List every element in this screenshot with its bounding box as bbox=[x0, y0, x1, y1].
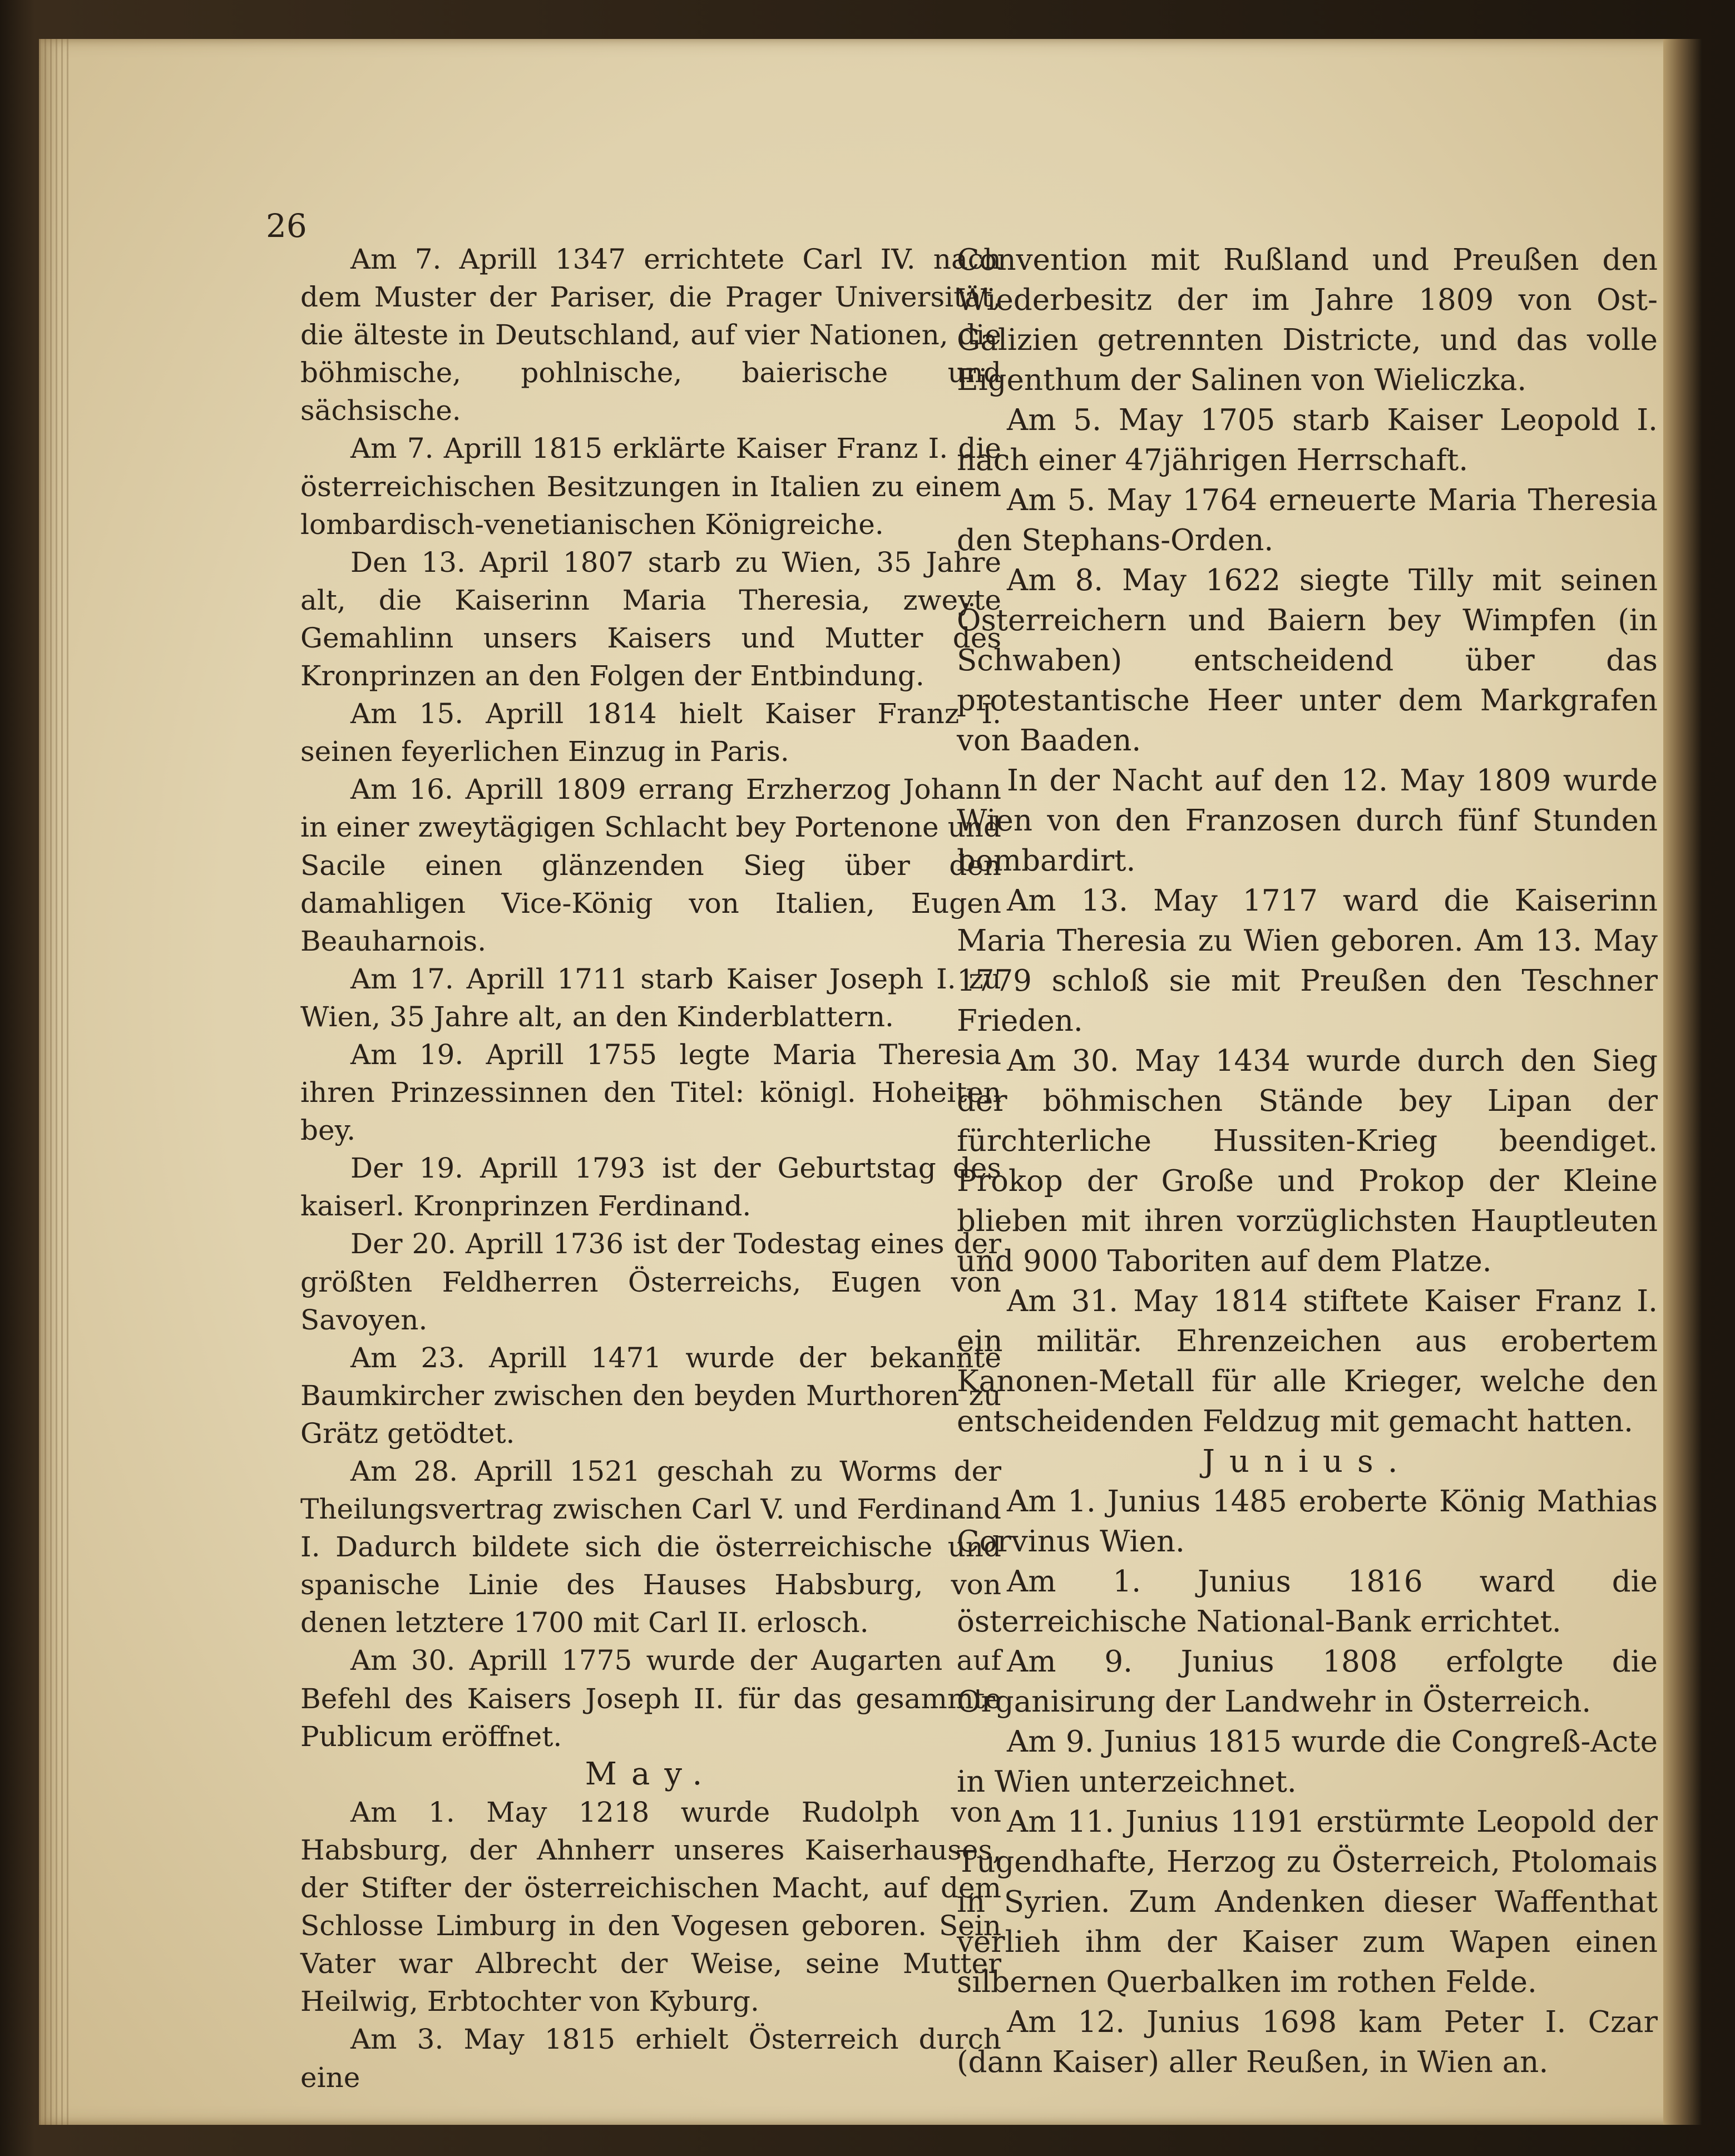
paragraph: Am 31. May 1814 stiftete Kaiser Franz I. ein militär. Ehrenzeichen aus erobertem Kanonen-Metall für alle Krieger, welche den entscheidenden Feldzug mit gemacht hatten. bbox=[957, 1284, 1658, 1438]
paragraph: Am 28. Aprill 1521 geschah zu Worms der Theilungsvertrag zwischen Carl V. und Ferdinand I. Dadurch bildete sich die österreichische und spanische Linie des Hauses Habsburg, von denen letztere 1700 mit Carl II. erlosch. bbox=[300, 1455, 1001, 1639]
paragraph-continuation: Convention mit Rußland und Preußen den Wiederbesitz der im Jahre 1809 von Ost-Galizien getrennten Districte, und das volle Eigenthum der Salinen von Wieliczka. bbox=[957, 243, 1658, 397]
paragraph: Den 13. April 1807 starb zu Wien, 35 Jahre alt, die Kaiserinn Maria Theresia, zweyte Gemahlinn unsers Kaisers und Mutter des Kronprinzen an den Folgen der Entbindung. bbox=[300, 546, 1001, 693]
paragraph: Am 5. May 1764 erneuerte Maria Theresia den Stephans-Orden. bbox=[957, 483, 1658, 557]
paragraph: Am 15. Aprill 1814 hielt Kaiser Franz I. seinen feyerlichen Einzug in Paris. bbox=[300, 698, 1001, 768]
page-gutter-edge bbox=[1663, 39, 1702, 2125]
paragraph: Am 11. Junius 1191 erstürmte Leopold der Tugendhafte, Herzog zu Österreich, Ptolomais in Syrien. Zum Andenken dieser Waffenthat verlieh ihm der Kaiser zum Wapen einen silbernen Querbalken im rothen Felde. bbox=[957, 1805, 1658, 1999]
paragraph: Am 30. Aprill 1775 wurde der Augarten auf Befehl des Kaisers Joseph II. für das gesammte Publicum eröffnet. bbox=[300, 1644, 1001, 1753]
paragraph: Am 5. May 1705 starb Kaiser Leopold I. nach einer 47jährigen Herrschaft. bbox=[957, 403, 1658, 477]
paragraph: Am 8. May 1622 siegte Tilly mit seinen Österreichern und Baiern bey Wimpfen (in Schwaben) entscheidend über das protestantische Heer unter dem Markgrafen von Baaden. bbox=[957, 563, 1658, 758]
paragraph: Am 3. May 1815 erhielt Österreich durch eine bbox=[300, 2023, 1001, 2094]
paragraph: Am 9. Junius 1808 erfolgte die Organisirung der Landwehr in Österreich. bbox=[957, 1645, 1658, 1719]
paragraph: Am 23. Aprill 1471 wurde der bekannte Baumkircher zwischen den beyden Murthoren zu Grätz getödtet. bbox=[300, 1341, 1001, 1450]
paragraph: Am 9. Junius 1815 wurde die Congreß-Acte in Wien unterzeichnet. bbox=[957, 1725, 1658, 1799]
section-heading-junius: Junius. bbox=[1202, 1443, 1412, 1480]
paragraph: Am 17. Aprill 1711 starb Kaiser Joseph I. zu Wien, 35 Jahre alt, an den Kinderblattern. bbox=[300, 962, 1001, 1033]
paragraph: Der 19. Aprill 1793 ist der Geburtstag des kaiserl. Kronprinzen Ferdinand. bbox=[300, 1152, 1001, 1223]
right-column bbox=[957, 240, 1658, 2083]
paragraph: In der Nacht auf den 12. May 1809 wurde Wien von den Franzosen durch fünf Stunden bombardirt. bbox=[957, 764, 1658, 878]
paragraph: Am 1. Junius 1816 ward die österreichische National-Bank errichtet. bbox=[957, 1565, 1658, 1639]
paragraph: Am 7. Aprill 1347 errichtete Carl IV. nach dem Muster der Pariser, die Prager Universität, die älteste in Deutschland, auf vier Nationen, die böhmische, pohlnische, baierische und sächsische. bbox=[300, 243, 1001, 427]
paragraph: Am 19. Aprill 1755 legte Maria Theresia ihren Prinzessinnen den Titel: königl. Hoheiten bey. bbox=[300, 1038, 1001, 1147]
paragraph: Der 20. Aprill 1736 ist der Todestag eines der größten Feldherren Österreichs, Eugen von Savoyen. bbox=[300, 1228, 1001, 1336]
paragraph: Am 30. May 1434 wurde durch den Sieg der böhmischen Stände bey Lipan der fürchterliche Hussiten-Krieg beendiget. Prokop der Große und Prokop der Kleine blieben mit ihren vorzüglichsten Hauptleuten und 9000 Taboriten auf dem Platze. bbox=[957, 1044, 1658, 1278]
paragraph: Am 13. May 1717 ward die Kaiserinn Maria Theresia zu Wien geboren. Am 13. May 1779 schloß sie mit Preußen den Teschner Frieden. bbox=[957, 884, 1658, 1038]
section-heading-may: May. bbox=[585, 1756, 717, 1792]
paragraph: Am 1. May 1218 wurde Rudolph von Habsburg, der Ahnherr unseres Kaiserhauses, der Stifter der österreichischen Macht, auf dem Schlosse Limburg in den Vogesen geboren. Sein Vater war Albrecht der Weise, seine Mutter Heilwig, Erbtochter von Kyburg. bbox=[300, 1796, 1001, 2018]
left-column bbox=[300, 240, 1001, 2096]
paragraph: Am 7. Aprill 1815 erklärte Kaiser Franz I. die österreichischen Besitzungen in Italien zu einem lombardisch-venetianischen Königreiche. bbox=[300, 432, 1001, 541]
page-number: 26 bbox=[266, 207, 307, 245]
paragraph: Am 16. Aprill 1809 errang Erzherzog Johann in einer zweytägigen Schlacht bey Portenone und Sacile einen glänzenden Sieg über den damahligen Vice-König von Italien, Eugen Beauharnois. bbox=[300, 773, 1001, 957]
paragraph: Am 1. Junius 1485 eroberte König Mathias Corvinus Wien. bbox=[957, 1485, 1658, 1559]
paragraph: Am 12. Junius 1698 kam Peter I. Czar (dann Kaiser) aller Reußen, in Wien an. bbox=[957, 2005, 1658, 2079]
